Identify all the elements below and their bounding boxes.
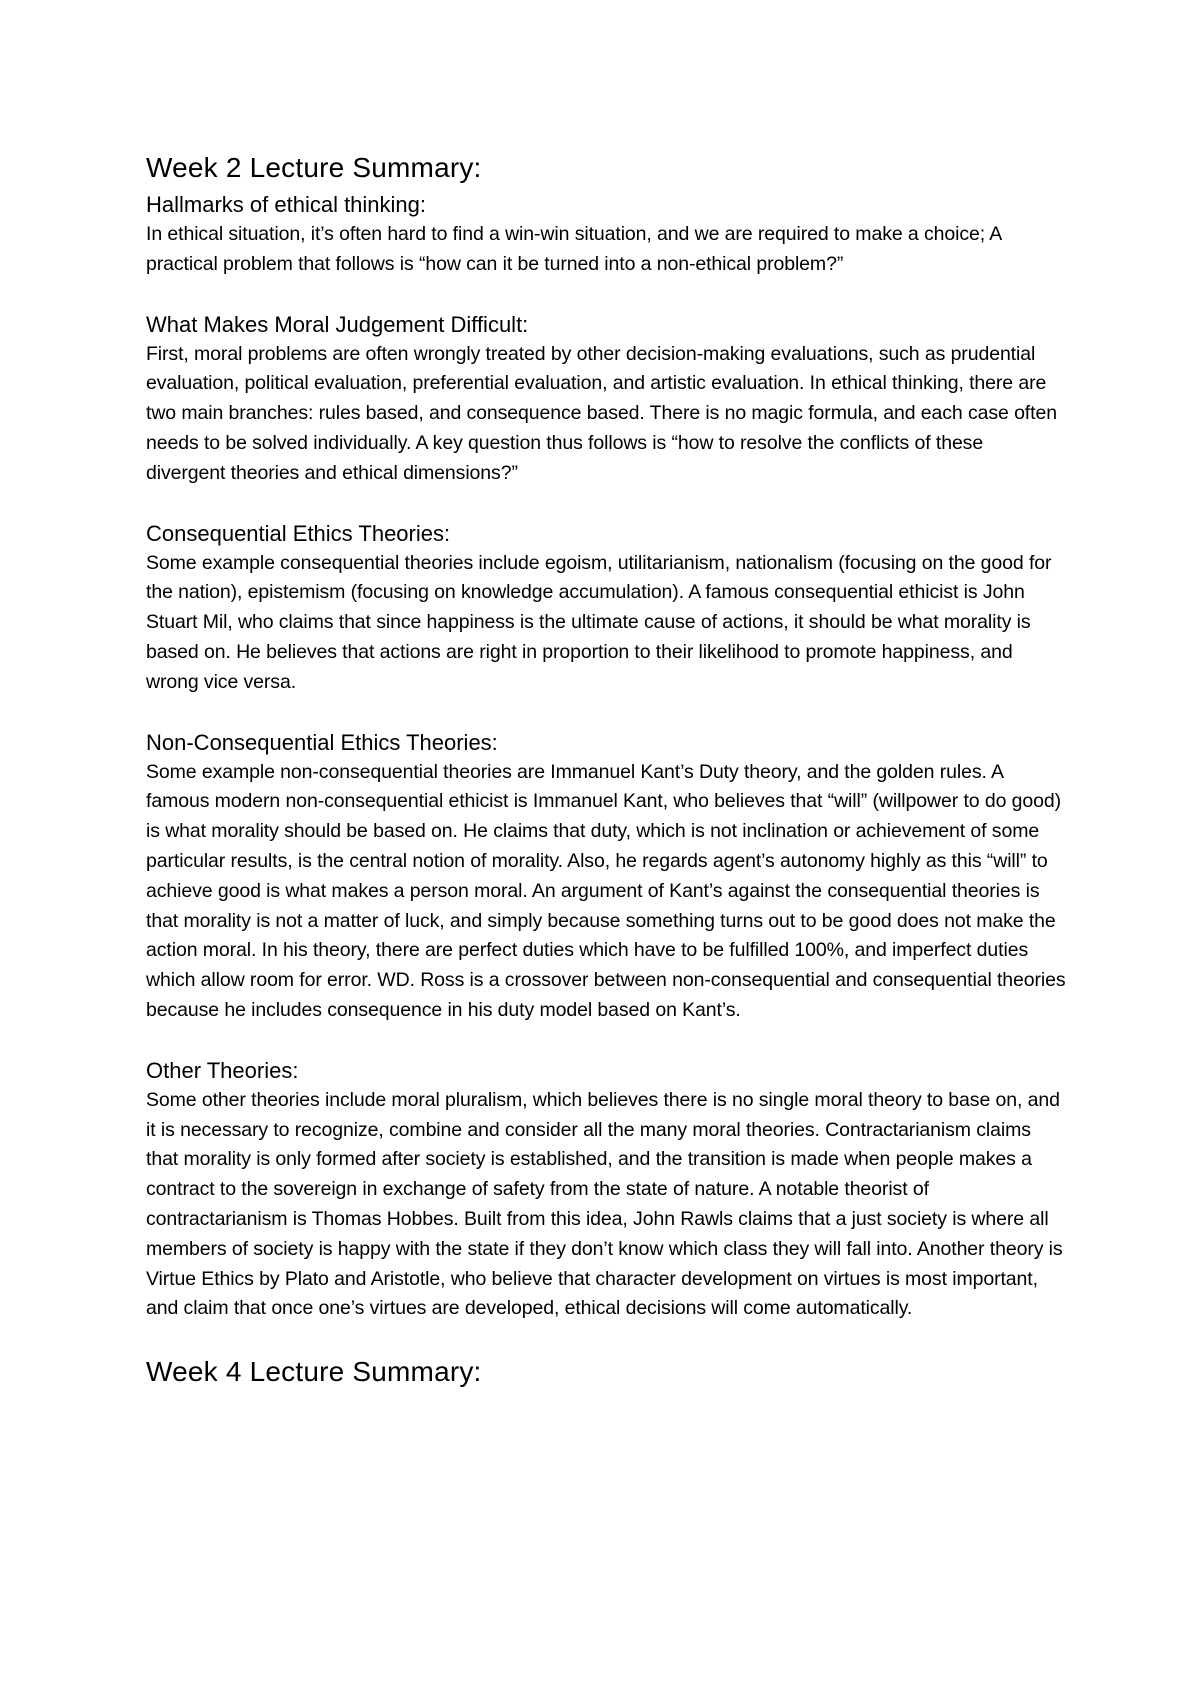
document-page: [146, 150, 1066, 1394]
section-heading: Consequential Ethics Theories:: [146, 520, 451, 546]
week2-title: Week 2 Lecture Summary:: [146, 152, 482, 183]
section-heading: What Makes Moral Judgement Difficult:: [146, 311, 529, 337]
section-hallmarks: [146, 190, 1066, 280]
section-body: Some example non-consequential theories are Immanuel Kant’s Duty theory, and the golden rules. A famous modern non-consequential ethicist is Immanuel Kant, who believes that “will” (willpower to do good) is what morality should be based on. He claims that duty, which is not inclination or achievement of some particular results, is the central notion of morality. Also, he regards agent’s autonomy highly as this “will” to achieve good is what makes a person moral. An argument of Kant’s against the consequential theories is that morality is not a matter of luck, and simply because something turns out to be good does not make the action moral. In his theory, there are perfect duties which have to be fulfilled 100%, and imperfect duties which allow room for error. WD. Ross is a crossover between non-consequential and consequential theories because he includes consequence in his duty model based on Kant’s.: [146, 760, 1066, 1021]
section-other-theories: [146, 1056, 1066, 1324]
section-heading: Hallmarks of ethical thinking:: [146, 192, 427, 217]
section-body: Some other theories include moral pluralism, which believes there is no single moral theory to base on, and it is necessary to recognize, combine and consider all the many moral theories. Contractarianism claims that morality is only formed after society is established, and the transition is made when people makes a contract to the sovereign in exchange of safety from the state of nature. A notable theorist of contractarianism is Thomas Hobbes. Built from this idea, John Rawls claims that a just society is where all members of society is happy with the state if they don’t know which class they will fall into. Another theory is Virtue Ethics by Plato and Aristotle, who believe that character development on virtues is most important, and claim that once one’s virtues are developed, ethical decisions will come automatically.: [146, 1088, 1063, 1320]
section-non-consequential: [146, 728, 1066, 1026]
section-moral-judgement: [146, 310, 1066, 489]
section-body: First, moral problems are often wrongly treated by other decision-making evaluations, such as prudential evaluation, political evaluation, preferential evaluation, and artistic evaluation. In ethical thinking, there are two main branches: rules based, and consequence based. There is no magic formula, and each case often needs to be solved individually. A key question thus follows is “how to resolve the conflicts of these divergent theories and ethical dimensions?”: [146, 342, 1057, 484]
section-body: Some example consequential theories include egoism, utilitarianism, nationalism (focusing on the good for the nation), epistemism (focusing on knowledge accumulation). A famous consequential ethicist is John Stuart Mil, who claims that since happiness is the ultimate cause of actions, it should be what morality is based on. He believes that actions are right in proportion to their likelihood to promote happiness, and wrong vice versa.: [146, 551, 1052, 693]
section-body: In ethical situation, it’s often hard to find a win-win situation, and we are required to make a choice; A practical problem that follows is “how can it be turned into a non-ethical problem?”: [146, 223, 1002, 275]
section-consequential: [146, 519, 1066, 698]
week4-title: Week 4 Lecture Summary:: [146, 1356, 482, 1388]
section-heading: Other Theories:: [146, 1057, 299, 1083]
section-heading: Non-Consequential Ethics Theories:: [146, 729, 498, 755]
